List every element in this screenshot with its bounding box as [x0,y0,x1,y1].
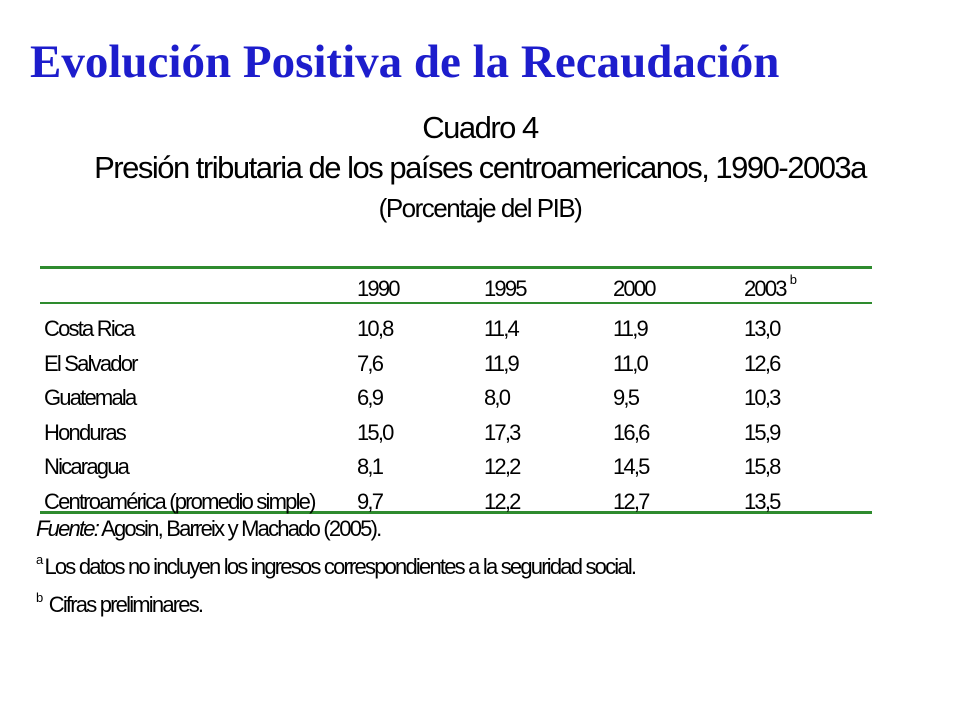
table-caption-number: Cuadro 4 [422,110,538,145]
table-row [44,446,870,481]
source-text: Agosin, Barreix y Machado (2005). [98,516,381,541]
footnote-b [36,582,916,620]
footnote-a-text: Los datos no incluyen los ingresos correspondientes a la seguridad social. [44,554,636,579]
header-year-2003 [744,268,870,302]
table-row [44,377,870,412]
value-cell: 12,6 [744,350,780,376]
country-cell: Nicaragua [44,454,129,479]
value-cell: 13,0 [744,316,780,341]
footnote-a [36,544,916,582]
value-cell: 13,5 [744,488,780,514]
value-cell: 12,2 [484,488,520,514]
header-country [44,268,357,302]
country-cell: Centroamérica (promedio simple) [44,488,315,514]
value-cell: 12,2 [484,454,520,479]
value-cell: 11,4 [484,316,518,341]
slide-title: Evolución Positiva de la Recaudación [30,36,780,88]
value-cell: 14,5 [613,454,649,479]
value-cell: 8,0 [484,385,510,410]
value-cell: 11,0 [613,350,647,376]
source-label: Fuente: [36,516,99,541]
header-year-1990: 1990 [357,276,399,301]
value-cell: 7,6 [357,350,383,376]
value-cell: 9,5 [613,385,639,410]
footnote-a-mark: a [36,552,42,567]
table-caption-units: (Porcentaje del PIB) [378,193,582,223]
value-cell: 8,1 [357,454,383,479]
country-cell: Costa Rica [44,316,134,341]
table-notes [36,513,916,620]
tax-burden-table [44,268,870,515]
table-row [44,480,870,515]
footnote-b-mark: b [36,590,42,605]
country-cell: El Salvador [44,350,137,376]
table-header-row [44,268,870,302]
value-cell: 15,0 [357,419,393,445]
value-cell: 17,3 [484,419,520,445]
value-cell: 11,9 [484,350,518,376]
value-cell: 16,6 [613,419,649,445]
table-row [44,302,870,342]
value-cell: 10,8 [357,316,393,341]
country-cell: Honduras [44,419,125,445]
value-cell: 10,3 [744,385,780,410]
value-cell: 6,9 [357,385,383,410]
header-year-2003-label: 2003 [744,276,786,301]
value-cell: 9,7 [357,488,383,514]
country-cell: Guatemala [44,385,136,410]
footnote-b-text: Cifras preliminares. [44,592,203,617]
value-cell: 15,8 [744,454,780,479]
header-year-1995: 1995 [484,276,526,301]
table-row [44,342,870,377]
header-note-mark: b [789,272,796,287]
value-cell: 11,9 [613,316,647,341]
table-caption-title: Presión tributaria de los países centroamericanos, 1990-2003a [94,150,866,185]
header-year-2000: 2000 [613,276,655,301]
table-row [44,411,870,446]
value-cell: 15,9 [744,419,780,445]
source-note [36,513,916,544]
value-cell: 12,7 [613,488,649,514]
